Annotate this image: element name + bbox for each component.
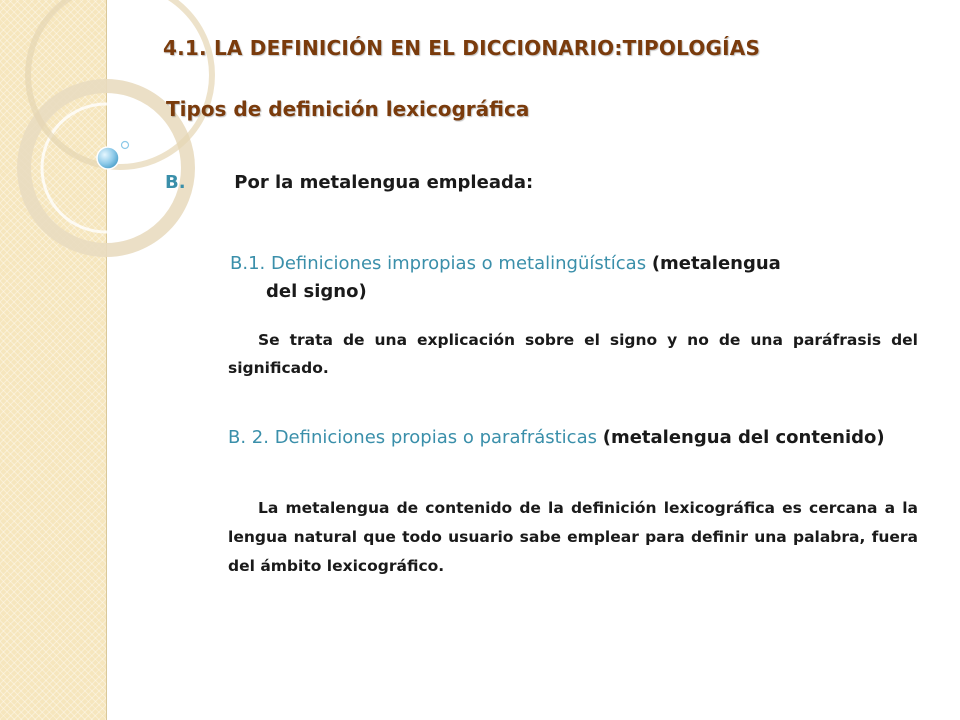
section-letter: B.: [165, 172, 186, 193]
section-heading: [165, 172, 533, 193]
blue-bubble: [97, 147, 119, 169]
slide-subtitle: Tipos de definición lexicográfica: [166, 97, 530, 121]
item2-body: La metalengua de contenido de la definición lexicográfica es cercana a la lengua natural que todo usuario sabe emplear para definir una palabra, fuera del ámbito lexicográfico.: [228, 499, 918, 575]
small-bubble: [122, 142, 129, 149]
item2-paren: (metalengua del contenido): [602, 427, 885, 448]
item2-label: B. 2. Definiciones propias o parafrásticas: [228, 427, 597, 448]
slide-title: 4.1. LA DEFINICIÓN EN EL DICCIONARIO:TIPOLOGÍAS: [163, 36, 761, 60]
section-heading-text: Por la metalengua empleada:: [234, 172, 534, 193]
item1-paren-start: (metalengua: [651, 253, 781, 274]
item1-body: Se trata de una explicación sobre el signo y no de una paráfrasis del significado.: [228, 331, 918, 377]
item1-paren-end: del signo): [266, 281, 367, 302]
item1-label: B.1. Definiciones impropias o metalingüístícas: [230, 253, 647, 274]
item1-heading: [230, 250, 918, 306]
item2-heading: [228, 424, 918, 452]
